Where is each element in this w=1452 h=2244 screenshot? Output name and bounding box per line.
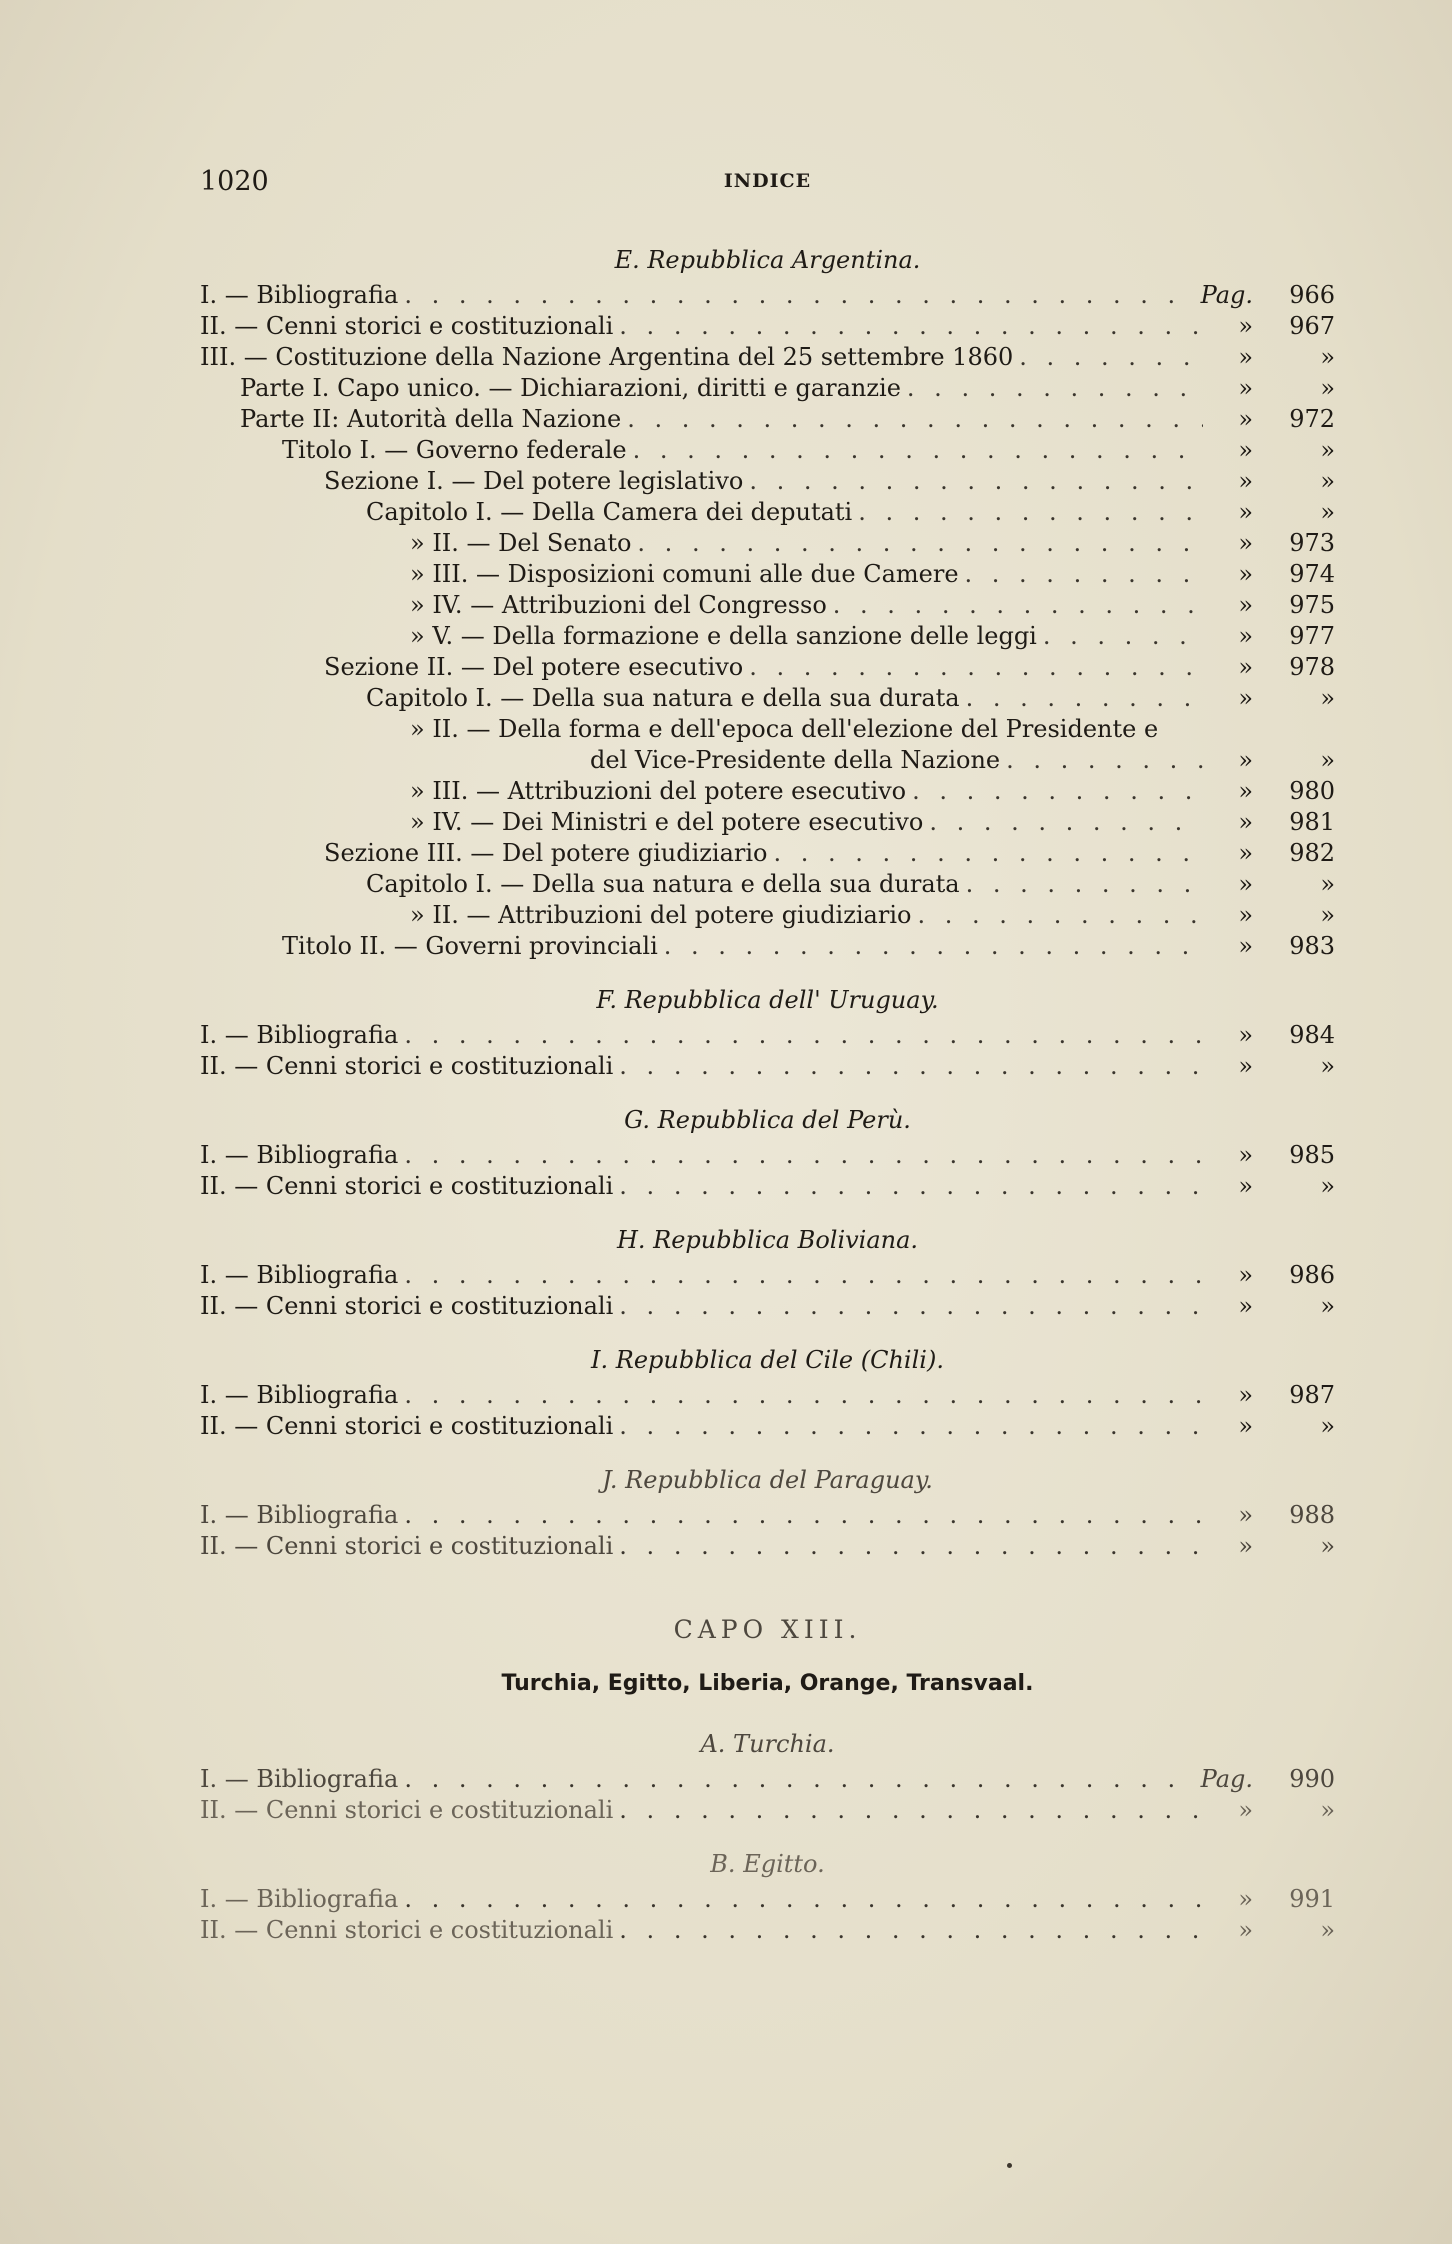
toc-entry	[200, 1140, 1335, 1171]
page-number-ref: »	[1320, 467, 1335, 495]
leader-dots	[619, 1531, 1203, 1562]
page-ref: »	[1238, 1141, 1253, 1169]
toc-entry	[200, 559, 1335, 590]
page-number-ref: »	[1320, 1412, 1335, 1440]
entry-text: II. — Cenni storici e costituzionali	[200, 1412, 614, 1440]
toc-entry	[200, 1171, 1335, 1202]
page-number-ref: 967	[1289, 312, 1335, 340]
leader-dots	[637, 528, 1203, 559]
page-ref: »	[1238, 1501, 1253, 1529]
page-ref: »	[1238, 746, 1253, 774]
chapter-subtitle: Turchia, Egitto, Liberia, Orange, Transvaal.	[501, 1671, 1034, 1696]
page-ref: »	[1238, 901, 1253, 929]
entry-text: I. — Bibliografia	[200, 1765, 399, 1793]
section-heading: A. Turchia.	[700, 1730, 835, 1758]
entry-text: I. — Bibliografia	[200, 1381, 399, 1409]
page-ref: »	[1238, 932, 1253, 960]
toc-entry	[200, 621, 1335, 652]
page-ref: »	[1238, 343, 1253, 371]
entry-text: II. — Cenni storici e costituzionali	[200, 1916, 614, 1944]
toc-entry	[200, 497, 1335, 528]
page-ref: »	[1238, 1532, 1253, 1560]
leader-dots	[404, 1884, 1203, 1915]
page-ref: »	[1238, 1021, 1253, 1049]
leader-dots	[749, 466, 1203, 497]
toc-entry	[200, 1411, 1335, 1442]
page-number-ref: 977	[1289, 622, 1335, 650]
page-number-ref: 980	[1289, 777, 1335, 805]
page-number-ref: »	[1320, 1532, 1335, 1560]
toc-entry	[200, 931, 1335, 962]
entry-text: Capitolo I. — Della sua natura e della sua durata	[366, 684, 960, 712]
toc-entry	[200, 1915, 1335, 1946]
leader-dots	[929, 807, 1203, 838]
entry-text: » IV. — Dei Ministri e del potere esecutivo	[410, 808, 924, 836]
entry-text: » II. — Della forma e dell'epoca dell'elezione del Presidente e	[410, 715, 1159, 743]
entry-text: III. — Costituzione della Nazione Argentina del 25 settembre 1860	[200, 343, 1014, 371]
entry-text: del Vice-Presidente della Nazione	[590, 746, 1001, 774]
page-number-ref: 981	[1289, 808, 1335, 836]
page-ref: »	[1238, 591, 1253, 619]
entry-text: Parte I. Capo unico. — Dichiarazioni, diritti e garanzie	[240, 374, 901, 402]
page-number-ref: 972	[1289, 405, 1335, 433]
page-number-ref: »	[1320, 498, 1335, 526]
toc-entry	[200, 466, 1335, 497]
leader-dots	[966, 683, 1203, 714]
page-number-ref: 991	[1289, 1885, 1335, 1913]
toc-entry	[200, 869, 1335, 900]
leader-dots	[664, 931, 1203, 962]
entry-text: Capitolo I. — Della Camera dei deputati	[366, 498, 853, 526]
page-ref: »	[1238, 467, 1253, 495]
entry-text: Parte II: Autorità della Nazione	[240, 405, 622, 433]
entry-text: I. — Bibliografia	[200, 1261, 399, 1289]
leader-dots	[404, 1020, 1203, 1051]
table-of-contents	[200, 240, 1335, 1946]
leader-dots	[627, 404, 1203, 435]
toc-entry	[200, 807, 1335, 838]
page-number-ref: 986	[1289, 1261, 1335, 1289]
page-number-ref: »	[1320, 1916, 1335, 1944]
toc-entry	[200, 900, 1335, 931]
page-ref: »	[1238, 1412, 1253, 1440]
entry-text: II. — Cenni storici e costituzionali	[200, 1292, 614, 1320]
page-ref: »	[1238, 1172, 1253, 1200]
page-ref: »	[1238, 1052, 1253, 1080]
page-ref: »	[1238, 436, 1253, 464]
page-number-ref: 974	[1289, 560, 1335, 588]
page-number: 1020	[200, 166, 269, 197]
toc-entry	[200, 1380, 1335, 1411]
leader-dots	[912, 776, 1203, 807]
toc-entry	[200, 683, 1335, 714]
page-ref: »	[1238, 839, 1253, 867]
entry-text: II. — Cenni storici e costituzionali	[200, 1052, 614, 1080]
leader-dots	[404, 1380, 1203, 1411]
leader-dots	[1043, 621, 1203, 652]
section-heading: B. Egitto.	[710, 1850, 825, 1878]
page-ref: »	[1238, 653, 1253, 681]
page-ref: »	[1238, 1796, 1253, 1824]
page-ref: Pag.	[1200, 1765, 1253, 1793]
leader-dots	[619, 1171, 1203, 1202]
leader-dots	[917, 900, 1203, 931]
entry-text: » II. — Attribuzioni del potere giudiziario	[410, 901, 912, 929]
entry-text: I. — Bibliografia	[200, 1021, 399, 1049]
chapter-title: CAPO XIII.	[673, 1615, 862, 1644]
page-number-ref: »	[1320, 746, 1335, 774]
entry-text: I. — Bibliografia	[200, 1141, 399, 1169]
page-number-ref: 983	[1289, 932, 1335, 960]
leader-dots	[619, 1795, 1203, 1826]
entry-text: I. — Bibliografia	[200, 1885, 399, 1913]
entry-text: Titolo II. — Governi provinciali	[282, 932, 658, 960]
page-ref: »	[1238, 529, 1253, 557]
leader-dots	[404, 1260, 1203, 1291]
entry-text: II. — Cenni storici e costituzionali	[200, 1532, 614, 1560]
toc-entry	[200, 280, 1335, 311]
page-number-ref: »	[1320, 1052, 1335, 1080]
leader-dots	[858, 497, 1203, 528]
page-ref: »	[1238, 560, 1253, 588]
page-ref: »	[1238, 777, 1253, 805]
page-number-ref: »	[1320, 870, 1335, 898]
section-heading: F. Repubblica dell' Uruguay.	[596, 986, 939, 1014]
page-ref: »	[1238, 405, 1253, 433]
page-ref: »	[1238, 870, 1253, 898]
entry-text: » V. — Della formazione e della sanzione delle leggi	[410, 622, 1037, 650]
toc-entry	[200, 1020, 1335, 1051]
page-ref: »	[1238, 374, 1253, 402]
page-number-ref: »	[1320, 901, 1335, 929]
page-number-ref: 982	[1289, 839, 1335, 867]
page-number-ref: »	[1320, 1172, 1335, 1200]
page-number-ref: 990	[1289, 1765, 1335, 1793]
entry-text: II. — Cenni storici e costituzionali	[200, 1172, 614, 1200]
page-ref: »	[1238, 684, 1253, 712]
toc-entry	[200, 404, 1335, 435]
leader-dots	[833, 590, 1203, 621]
page-number-ref: »	[1320, 436, 1335, 464]
toc-entry	[200, 373, 1335, 404]
toc-entry	[200, 1884, 1335, 1915]
section-heading: J. Repubblica del Paraguay.	[602, 1466, 933, 1494]
page-header	[200, 166, 1335, 206]
leader-dots	[404, 1764, 1177, 1795]
toc-entry-continuation	[200, 745, 1335, 776]
toc-entry	[200, 1531, 1335, 1562]
leader-dots	[619, 1051, 1203, 1082]
leader-dots	[404, 1500, 1203, 1531]
page-ref: »	[1238, 1381, 1253, 1409]
page-number-ref: 966	[1289, 281, 1335, 309]
leader-dots	[404, 280, 1177, 311]
page-ref: »	[1238, 312, 1253, 340]
entry-text: Sezione III. — Del potere giudiziario	[324, 839, 768, 867]
section-heading: H. Repubblica Boliviana.	[616, 1226, 919, 1254]
toc-entry	[200, 1291, 1335, 1322]
entry-text: I. — Bibliografia	[200, 1501, 399, 1529]
entry-text: Sezione II. — Del potere esecutivo	[324, 653, 744, 681]
toc-entry	[200, 1500, 1335, 1531]
page-number-ref: »	[1320, 1796, 1335, 1824]
toc-entry	[200, 652, 1335, 683]
page-ref: »	[1238, 622, 1253, 650]
toc-entry	[200, 1260, 1335, 1291]
page-number-ref: »	[1320, 343, 1335, 371]
entry-text: » IV. — Attribuzioni del Congresso	[410, 591, 827, 619]
leader-dots	[633, 435, 1203, 466]
page-ref: »	[1238, 1916, 1253, 1944]
entry-text: Titolo I. — Governo federale	[282, 436, 627, 464]
section-heading: G. Repubblica del Perù.	[624, 1106, 911, 1134]
leader-dots	[966, 869, 1203, 900]
entry-text: II. — Cenni storici e costituzionali	[200, 1796, 614, 1824]
leader-dots	[1019, 342, 1203, 373]
entry-text: » II. — Del Senato	[410, 529, 632, 557]
toc-entry	[200, 435, 1335, 466]
toc-entry	[200, 342, 1335, 373]
leader-dots	[749, 652, 1203, 683]
page-ref: »	[1238, 1261, 1253, 1289]
entry-text: » III. — Disposizioni comuni alle due Camere	[410, 560, 959, 588]
leader-dots	[1006, 745, 1203, 776]
entry-text: » III. — Attribuzioni del potere esecutivo	[410, 777, 907, 805]
page-ref: »	[1238, 498, 1253, 526]
page-number-ref: »	[1320, 374, 1335, 402]
leader-dots	[774, 838, 1203, 869]
toc-entry	[200, 311, 1335, 342]
toc-entry	[200, 528, 1335, 559]
toc-entry	[200, 1764, 1335, 1795]
ink-speck	[1007, 2163, 1012, 2168]
toc-entry	[200, 1051, 1335, 1082]
toc-entry	[200, 776, 1335, 807]
running-title: INDICE	[723, 170, 812, 192]
entry-text: II. — Cenni storici e costituzionali	[200, 312, 614, 340]
leader-dots	[907, 373, 1203, 404]
page-ref: »	[1238, 1292, 1253, 1320]
leader-dots	[619, 1915, 1203, 1946]
leader-dots	[619, 1411, 1203, 1442]
entry-text: Sezione I. — Del potere legislativo	[324, 467, 744, 495]
leader-dots	[619, 1291, 1203, 1322]
page-ref: Pag.	[1200, 281, 1253, 309]
page-number-ref: 985	[1289, 1141, 1335, 1169]
page-number-ref: 978	[1289, 653, 1335, 681]
leader-dots	[965, 559, 1203, 590]
leader-dots	[404, 1140, 1203, 1171]
page-number-ref: »	[1320, 1292, 1335, 1320]
page-number-ref: 988	[1289, 1501, 1335, 1529]
toc-entry	[200, 1795, 1335, 1826]
page-number-ref: 975	[1289, 591, 1335, 619]
page-number-ref: 973	[1289, 529, 1335, 557]
page-number-ref: »	[1320, 684, 1335, 712]
page-number-ref: 984	[1289, 1021, 1335, 1049]
entry-text: I. — Bibliografia	[200, 281, 399, 309]
page-ref: »	[1238, 1885, 1253, 1913]
toc-entry	[200, 838, 1335, 869]
entry-text: Capitolo I. — Della sua natura e della sua durata	[366, 870, 960, 898]
page-number-ref: 987	[1289, 1381, 1335, 1409]
section-heading: I. Repubblica del Cile (Chili).	[591, 1346, 944, 1374]
toc-entry	[200, 714, 1335, 745]
section-heading: E. Repubblica Argentina.	[614, 246, 921, 274]
page-ref: »	[1238, 808, 1253, 836]
toc-entry	[200, 590, 1335, 621]
leader-dots	[619, 311, 1203, 342]
